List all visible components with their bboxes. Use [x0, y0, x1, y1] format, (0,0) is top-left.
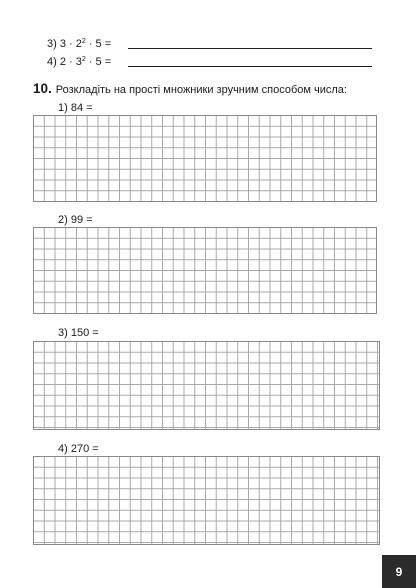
grid-item-1[interactable]	[33, 115, 377, 202]
grid-item-3[interactable]	[33, 341, 380, 430]
expression-3-rest: · 5 =	[85, 38, 112, 50]
item-label-1: 1) 84 =	[58, 102, 93, 114]
expression-4	[47, 55, 111, 69]
expression-4-rest: · 5 =	[85, 56, 112, 68]
item-label-3: 3) 150 =	[58, 327, 99, 339]
task-heading	[33, 81, 347, 98]
expression-3-base: 3) 3 · 2	[47, 38, 82, 50]
expression-4-base: 4) 2 · 3	[47, 56, 82, 68]
expression-3	[47, 37, 111, 51]
expression-4-exponent: 2	[81, 56, 86, 63]
item-label-2: 2) 99 =	[58, 214, 93, 226]
page-number: 9	[395, 564, 403, 579]
grid-item-2[interactable]	[33, 227, 377, 314]
task-text: Розкладіть на прості множники зручним способом числа:	[55, 84, 347, 96]
item-label-4: 4) 270 =	[58, 443, 99, 455]
expression-3-exponent: 2	[81, 38, 86, 45]
grid-item-4[interactable]	[33, 456, 380, 545]
page-number-badge	[382, 555, 416, 588]
task-number: 10.	[33, 81, 52, 96]
answer-line-4[interactable]	[128, 66, 372, 67]
answer-line-3[interactable]	[128, 48, 372, 49]
